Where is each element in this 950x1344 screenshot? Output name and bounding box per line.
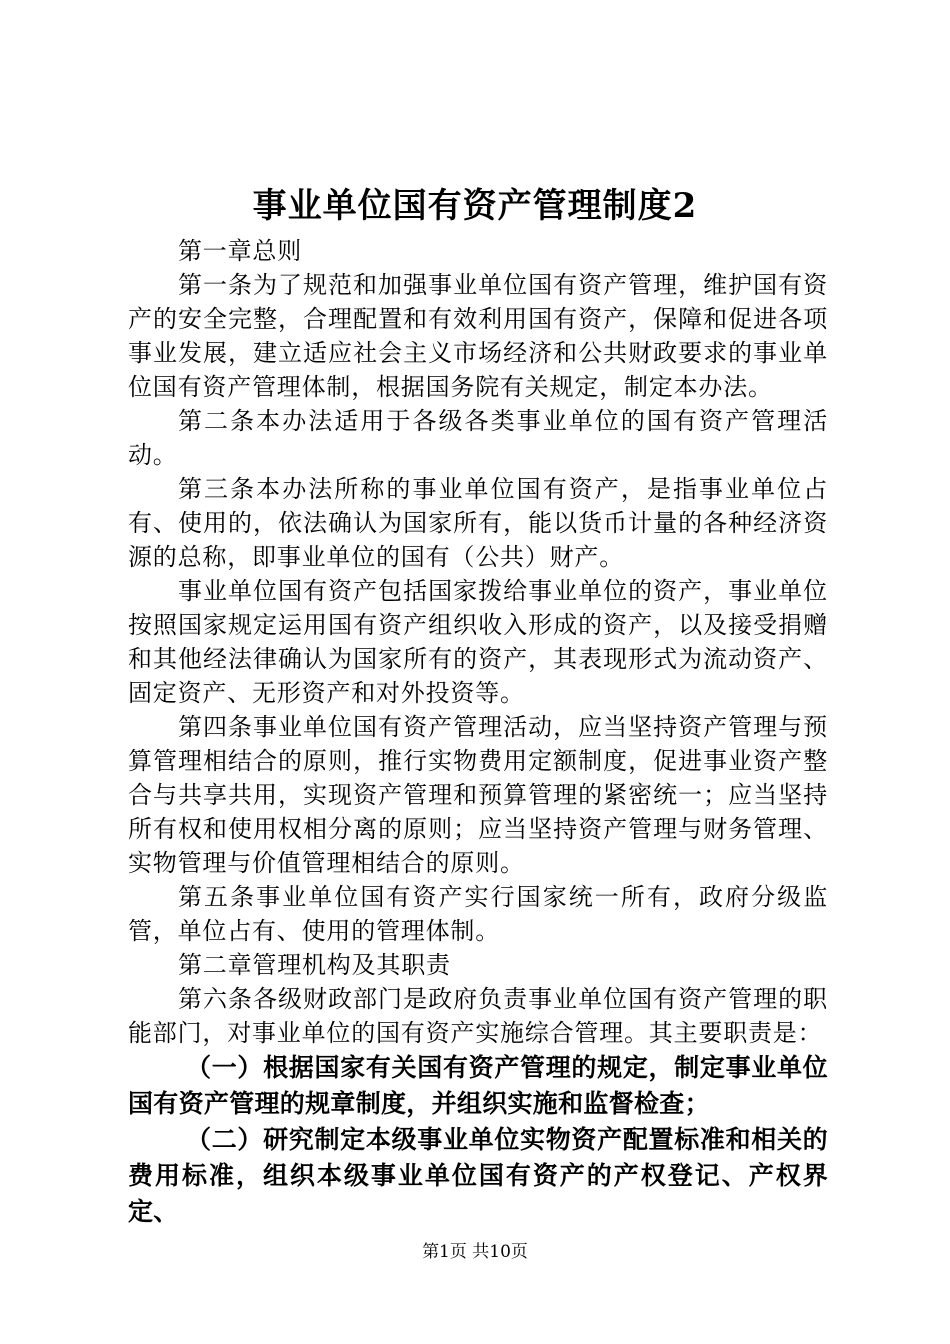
page-footer: 第1页 共10页 <box>422 1242 528 1262</box>
article-paragraph: 事业单位国有资产包括国家拨给事业单位的资产，事业单位按照国家规定运用国有资产组织收入形成的资产，以及接受捐赠和其他经法律确认为国家所有的资产，其表现形式为流动资产、固定资产、无形资产和对外投资等。 <box>128 577 828 707</box>
duty-item: （二）研究制定本级事业单位实物资产配置标准和相关的费用标准，组织本级事业单位国有资产的产权登记、产权界定、 <box>128 1125 828 1226</box>
document-title: 事业单位国有资产管理制度2 <box>252 186 698 226</box>
article-paragraph: 第六条各级财政部门是政府负责事业单位国有资产管理的职能部门，对事业单位的国有资产实施综合管理。其主要职责是： <box>128 985 828 1047</box>
article-paragraph: 第三条本办法所称的事业单位国有资产，是指事业单位占有、使用的，依法确认为国家所有，能以货币计量的各种经济资源的总称，即事业单位的国有（公共）财产。 <box>128 475 828 571</box>
document-body <box>128 234 828 1230</box>
chapter-heading: 第二章管理机构及其职责 <box>178 951 451 979</box>
duty-item: （一）根据国家有关国有资产管理的规定，制定事业单位国有资产管理的规章制度，并组织实施和监督检查； <box>128 1053 828 1118</box>
article-paragraph: 第五条事业单位国有资产实行国家统一所有，政府分级监管，单位占有、使用的管理体制。 <box>128 883 828 945</box>
chapter-heading: 第一章总则 <box>178 237 302 265</box>
article-paragraph: 第一条为了规范和加强事业单位国有资产管理，维护国有资产的安全完整，合理配置和有效利用国有资产，保障和促进各项事业发展，建立适应社会主义市场经济和公共财政要求的事业单位国有资产管理体制，根据国务院有关规定，制定本办法。 <box>128 271 828 401</box>
article-paragraph: 第四条事业单位国有资产管理活动，应当坚持资产管理与预算管理相结合的原则，推行实物费用定额制度，促进事业资产整合与共享共用，实现资产管理和预算管理的紧密统一；应当坚持所有权和使用权相分离的原则；应当坚持资产管理与财务管理、实物管理与价值管理相结合的原则。 <box>128 713 828 877</box>
article-paragraph: 第二条本办法适用于各级各类事业单位的国有资产管理活动。 <box>128 407 828 469</box>
